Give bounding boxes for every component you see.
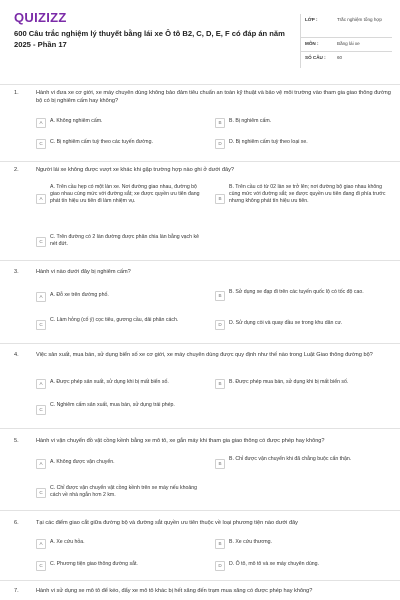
option-letter: C [36, 488, 46, 498]
option-text: A. Xe cứu hỏa. [50, 539, 85, 545]
meta-table [300, 14, 392, 68]
meta-class-value: Trắc nghiệm tổng hợp [337, 17, 382, 22]
option-letter: C [36, 139, 46, 149]
page-header [0, 0, 400, 82]
option-letter: D [215, 320, 225, 330]
question-text: Hành vi vận chuyển đồ vật cồng kềnh bằng xe mô tô, xe gắn máy khi tham gia giao thông có được phép hay không? [36, 438, 325, 444]
option-letter: B [215, 539, 225, 549]
option-letter: A [36, 292, 46, 302]
option-text: B. Trên cầu có từ 02 làn xe trở lên; nơi đường bộ giao nhau không cùng mức với đường sắt; xe được quyền ưu tiên đang đi phía trước nhưng không phát tín hiệu ưu tiên. [229, 184, 386, 204]
option-letter: A [36, 539, 46, 549]
option-text: A. Được phép sản xuất, sử dụng khi bị mất biển số. [50, 379, 169, 385]
option-text: A. Không được vận chuyển. [50, 459, 115, 465]
question-text: Hành vi nào dưới đây bị nghiêm cấm? [36, 269, 131, 275]
question-divider [0, 510, 400, 511]
meta-count-label: SỐ CÂU : [305, 55, 326, 60]
option-letter: A [36, 459, 46, 469]
question-divider [0, 343, 400, 344]
question-divider [0, 161, 400, 162]
question-number: 4. [14, 352, 19, 358]
option-letter: B [215, 379, 225, 389]
meta-subject-row [301, 38, 392, 52]
meta-count-row [301, 52, 392, 68]
header-divider [0, 84, 400, 85]
option-letter: C [36, 561, 46, 571]
meta-class-label: LỚP : [305, 17, 318, 22]
option-text: C. Chỉ được vận chuyển vật cồng kềnh trên xe máy nếu khoảng cách về nhà ngắn hơn 2 km. [50, 485, 198, 498]
option-letter: D [215, 561, 225, 571]
question-text: Việc sản xuất, mua bán, sử dụng biển số xe cơ giới, xe máy chuyên dùng được quy định như thế nào trong Luật Giao thông đường bộ? [36, 352, 373, 358]
option-text: C. Làm hỏng (cố ý) cọc tiêu, gương cầu, dải phân cách. [50, 317, 179, 323]
meta-subject-label: MÔN : [305, 41, 319, 46]
question-number: 1. [14, 90, 19, 96]
question-text: Người lái xe không được vượt xe khác khi gặp trường hợp nào ghi ở dưới đây? [36, 167, 235, 173]
meta-class-row [301, 14, 392, 38]
option-text: A. Đỗ xe trên đường phố. [50, 292, 109, 298]
option-text: B. Bị nghiêm cấm. [229, 118, 272, 124]
question-divider [0, 260, 400, 261]
option-letter: A [36, 194, 46, 204]
question-text: Hành vi đưa xe cơ giới, xe máy chuyên dùng không bảo đảm tiêu chuẩn an toàn kỹ thuật và bảo vệ môi trường vào tham gia giao thông đường bộ có bị nghiêm cấm hay không? [36, 90, 391, 104]
option-text: C. Bị nghiêm cấm tuỳ theo các tuyến đường. [50, 139, 153, 145]
question-text: Hành vi sử dụng xe mô tô để kéo, đẩy xe mô tô khác bị hết xăng đến trạm mua xăng có được phép hay không? [36, 588, 313, 594]
option-letter: D [215, 139, 225, 149]
meta-count-value: 60 [337, 55, 343, 60]
option-text: B. Chỉ được vận chuyển khi đã chằng buộc cẩn thận. [229, 456, 352, 462]
option-text: D. Bị nghiêm cấm tuỳ theo loại xe. [229, 139, 308, 145]
option-letter: B [215, 459, 225, 469]
option-text: C. Nghiêm cấm sản xuất, mua bán, sử dụng trái phép. [50, 402, 175, 408]
question-divider [0, 428, 400, 429]
option-letter: A [36, 118, 46, 128]
option-text: B. Sử dụng xe đạp đi trên các tuyến quốc lộ có tốc độ cao. [229, 289, 364, 295]
option-text: D. Ô tô, mô tô và xe máy chuyên dùng. [229, 561, 319, 567]
question-text: Tại các điểm giao cắt giữa đường bộ và đường sắt quyền ưu tiên thuộc về loại phương tiện nào dưới đây [36, 520, 298, 526]
quizizz-logo: QUIZIZZ [14, 10, 67, 25]
option-text: A. Không nghiêm cấm. [50, 118, 103, 124]
option-text: B. Được phép mua bán, sử dụng khi bị mất biển số. [229, 379, 349, 385]
option-text: B. Xe cứu thương. [229, 539, 272, 545]
question-number: 6. [14, 520, 19, 526]
question-number: 5. [14, 438, 19, 444]
question-number: 3. [14, 269, 19, 275]
question-number: 7. [14, 588, 19, 594]
option-text: C. Trên đường có 2 làn đường được phân chia làn bằng vạch kẻ nét đứt. [50, 234, 199, 247]
option-text: A. Trên cầu hẹp có một làn xe. Nơi đường giao nhau, đường bộ giao nhau cùng mức với đường sắt; xe được quyền ưu tiên đang phát tín hiệu ưu tiên đi làm nhiệm vụ. [50, 184, 200, 204]
option-text: C. Phương tiện giao thông đường sắt. [50, 561, 138, 567]
option-letter: C [36, 237, 46, 247]
option-letter: B [215, 194, 225, 204]
option-letter: B [215, 118, 225, 128]
meta-subject-value: Bằng lái xe [337, 41, 360, 46]
question-divider [0, 580, 400, 581]
question-number: 2. [14, 167, 19, 173]
option-letter: B [215, 291, 225, 301]
option-text: D. Sử dụng còi và quay đầu xe trong khu dân cư. [229, 320, 343, 326]
option-letter: C [36, 320, 46, 330]
page-title: 600 Câu trắc nghiệm lý thuyết bằng lái xe Ô tô B2, C, D, E, F có đáp án năm 2025 - Phần 17 [14, 29, 285, 49]
option-letter: C [36, 405, 46, 415]
option-letter: A [36, 379, 46, 389]
